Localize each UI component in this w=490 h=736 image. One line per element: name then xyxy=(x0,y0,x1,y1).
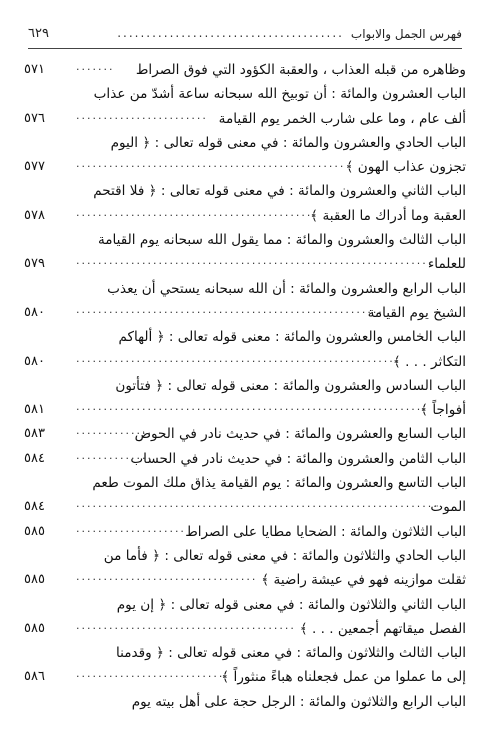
toc-line xyxy=(24,690,466,714)
toc-dot-leader: .................... xyxy=(76,521,186,535)
toc-page-number: ٥٨٤ xyxy=(24,499,45,515)
toc-dot-leader: ................................................. xyxy=(76,157,346,171)
toc-page-number: ٥٧٦ xyxy=(24,110,45,126)
toc-page-number: ٥٨٥ xyxy=(24,523,45,539)
toc-entry-text: الباب الثامن والعشرون والمائة : في حديث نادر في الحساب xyxy=(130,450,466,467)
toc-dot-leader: ........................ xyxy=(76,108,208,122)
toc-page-number: ٥٨٤ xyxy=(24,450,45,466)
toc-page-number: ٥٧٨ xyxy=(24,207,45,223)
toc-line xyxy=(24,58,466,82)
toc-page-number: ٥٨٣ xyxy=(24,426,45,442)
toc-page-number: ٥٨٥ xyxy=(24,620,45,636)
toc-dot-leader: ................................................................. xyxy=(76,254,434,268)
toc-list xyxy=(24,58,466,714)
toc-entry-text: ثقلت موازينه فهو في عيشة راضية ﴾ xyxy=(261,572,466,589)
toc-line xyxy=(24,520,466,544)
toc-entry-text: الباب الثاني والعشرون والمائة : في معنى قوله تعالى : ﴿ فلا اقتحم xyxy=(93,183,466,200)
toc-dot-leader: ........................................................ xyxy=(76,302,384,316)
toc-entry-text: الباب الثاني والثلاثون والمائة : في معنى قوله تعالى : ﴿ إن يوم xyxy=(116,596,466,613)
toc-entry-text: الباب الثلاثون والمائة : الضحايا مطايا على الصراط xyxy=(185,523,466,540)
toc-dot-leader: .............. xyxy=(76,448,153,462)
toc-entry-text: الباب الخامس والعشرون والمائة : معنى قوله تعالى : ﴿ ألهاكم xyxy=(118,329,466,346)
toc-dot-leader: ................................................................ xyxy=(76,400,428,414)
toc-page-number: ٥٨٦ xyxy=(24,669,45,685)
toc-line xyxy=(24,204,466,228)
toc-page-number: ٥٧٩ xyxy=(24,256,45,272)
toc-line xyxy=(24,617,466,641)
toc-dot-leader: .............. xyxy=(76,424,153,438)
toc-line xyxy=(24,252,466,276)
header-title: فهرس الجمل والابواب xyxy=(350,27,462,41)
toc-dot-leader: ................................................................... xyxy=(76,497,445,511)
toc-line xyxy=(24,155,466,179)
toc-entry-text: الباب الرابع والعشرون والمائة : أن الله سبحانه يستحي أن يعذب xyxy=(107,280,466,297)
toc-entry-text: الباب الثالث والعشرون والمائة : مما يقول الله سبحانه يوم القيامة xyxy=(97,232,466,249)
header-rule xyxy=(28,48,462,49)
toc-entry-text: الشيخ يوم القيامة xyxy=(367,304,466,321)
toc-line xyxy=(24,568,466,592)
toc-page-number: ٥٨١ xyxy=(24,402,45,418)
toc-entry-text: الباب السابع والعشرون والمائة : في حديث نادر في الحوض xyxy=(134,426,466,443)
toc-entry-text: العقبة وما أدراك ما العقبة ﴾ xyxy=(310,207,466,224)
toc-entry-text: تجزون عذاب الهون ﴾ xyxy=(345,159,466,176)
toc-entry-text: ألف عام ، وما على شارب الخمر يوم القيامة xyxy=(218,110,466,127)
toc-page-number: ٥٨٠ xyxy=(24,304,45,320)
toc-entry-text: الباب الرابع والثلاثون والمائة : الرجل حجة على أهل بيته يوم xyxy=(131,693,466,710)
toc-entry-text: للعلماء xyxy=(427,256,466,273)
toc-entry-text: الموت xyxy=(430,499,466,516)
header-dots: ....................................... xyxy=(117,26,344,40)
toc-dot-leader: ................................. xyxy=(76,570,258,584)
toc-line xyxy=(24,447,466,471)
toc-entry-text: الباب الحادي والعشرون والمائة : في معنى قوله تعالى : ﴿ اليوم xyxy=(110,134,466,151)
toc-line xyxy=(24,350,466,374)
toc-page-number: ٥٨٥ xyxy=(24,572,45,588)
toc-entry-text: التكاثر . . . ﴾ xyxy=(392,353,466,370)
toc-entry-text: أفواجاً ﴾ xyxy=(420,402,466,419)
toc-dot-leader: ........................................... xyxy=(76,205,313,219)
toc-entry-text: الباب الحادي والثلاثون والمائة : في معنى قوله تعالى : ﴿ فأما من xyxy=(103,547,466,564)
toc-page-number: ٥٨٠ xyxy=(24,353,45,369)
toc-entry-text: الباب التاسع والعشرون والمائة : يوم القيامة يذاق ملك الموت طعم xyxy=(92,475,466,492)
running-header xyxy=(28,24,462,46)
toc-entry-text: وظاهره من قبله العذاب ، والعقبة الكؤود التي فوق الصراط xyxy=(135,62,466,78)
toc-line xyxy=(24,301,466,325)
toc-page-number: ٥٧٧ xyxy=(24,159,45,175)
toc-entry-text: الباب العشرون والمائة : أن توبيخ الله سبحانه ساعة أشدّ من عذاب xyxy=(93,86,466,103)
toc-dot-leader: ........................................................... xyxy=(76,351,401,365)
toc-dot-leader: ........................... xyxy=(76,667,225,681)
toc-line xyxy=(24,107,466,131)
header-page-number: ٦٢٩ xyxy=(28,26,49,41)
toc-page-number: ٥٧١ xyxy=(24,62,45,77)
toc-dot-leader: ....... xyxy=(76,60,115,73)
toc-dot-leader: ........................................ xyxy=(76,618,296,632)
toc-entry-text: الفصل ميقاتهم أجمعين . . . ﴾ xyxy=(299,620,466,637)
toc-entry-text: إلى ما عملوا من عمل فجعلناه هباءً منثوراً ﴾ xyxy=(221,669,466,686)
toc-entry-text: الباب السادس والعشرون والمائة : معنى قوله تعالى : ﴿ فتأتون xyxy=(115,377,466,394)
toc-line xyxy=(24,665,466,689)
toc-entry-text: الباب الثالث والثلاثون والمائة : في معنى قوله تعالى : ﴿ وقدمنا xyxy=(115,645,466,662)
